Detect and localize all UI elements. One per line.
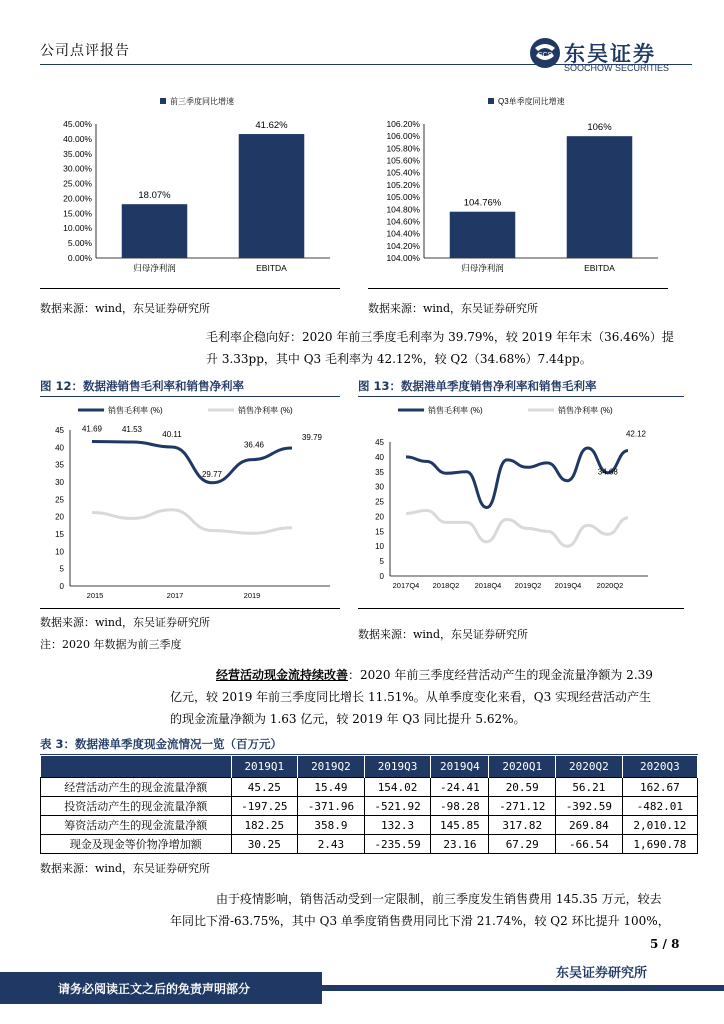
y-tick-label: 15 <box>55 530 64 539</box>
paragraph-line <box>216 664 653 686</box>
data-label: 39.79 <box>301 433 323 443</box>
y-tick-label: 45 <box>55 426 64 435</box>
y-tick-label: 104.80% <box>386 204 420 215</box>
paragraph-line: 亿元，较 2019 年前三季度同比增长 11.51%。从单季度变化来看，Q3 实现经营活动产生 <box>170 690 652 704</box>
table-cell: 67.29 <box>489 835 556 854</box>
table-header-cell: 2020Q1 <box>489 756 556 778</box>
x-tick-label: EBITDA <box>256 263 287 273</box>
paragraph-line: 毛利率企稳向好：2020 年前三季度毛利率为 39.79%，较 2019 年年末（36.46%）提 <box>206 330 674 344</box>
data-label: 106% <box>587 122 612 134</box>
table-cell: 182.25 <box>231 816 298 835</box>
source-note: 数据来源：wind，东吴证券研究所 <box>40 616 211 629</box>
table-cell: -521.92 <box>364 797 431 816</box>
row-label: 投资活动产生的现金流量净额 <box>41 797 232 816</box>
legend-swatch <box>160 98 166 104</box>
y-tick-label: 20 <box>375 512 384 522</box>
table-row <box>41 797 698 816</box>
data-label: 41.53 <box>121 425 143 435</box>
legend-label: 销售毛利率 (%) <box>428 406 483 415</box>
table-cell: 56.21 <box>556 778 623 797</box>
table-cell: 269.84 <box>556 816 623 835</box>
table-row <box>41 835 698 854</box>
y-tick-label: 15 <box>375 527 384 537</box>
x-tick-label: 2019Q2 <box>514 581 542 590</box>
y-tick-label: 40 <box>55 443 64 453</box>
row-label: 现金及现金等价物净增加额 <box>41 835 232 854</box>
disclaimer-note: 请务必阅读正文之后的免责声明部分 <box>58 982 251 996</box>
y-tick-label: 40.00% <box>63 133 92 144</box>
footer-stripe <box>322 985 724 991</box>
source-note: 数据来源：wind，东吴证券研究所 <box>358 628 529 641</box>
x-tick-label: EBITDA <box>584 263 615 273</box>
y-tick-label: 5 <box>379 557 384 567</box>
legend-label: 销售净利率 (%) <box>558 406 613 415</box>
table-cell: 2,010.12 <box>622 816 697 835</box>
table-cell: -392.59 <box>556 797 623 816</box>
legend-label: 销售净利率 (%) <box>238 406 293 415</box>
data-label: 18.07% <box>138 190 171 202</box>
table-cell: 20.59 <box>489 778 556 797</box>
y-tick-label: 25 <box>55 495 64 505</box>
paragraph-heading: 经营活动现金流持续改善 <box>216 668 349 682</box>
footer-brand: 东吴证券研究所 <box>556 966 648 981</box>
figure-divider <box>358 396 684 397</box>
y-tick-label: 15.00% <box>63 208 92 219</box>
x-tick-label: 2018Q2 <box>432 581 460 590</box>
x-tick-label: 2018Q4 <box>474 581 502 590</box>
logo-letters: SCS <box>537 52 553 59</box>
table-cell: -66.54 <box>556 835 623 854</box>
y-tick-label: 35.00% <box>63 148 92 159</box>
y-tick-label: 40 <box>375 452 384 462</box>
table-header-cell: 2020Q2 <box>556 756 623 778</box>
bar <box>450 212 516 258</box>
row-label: 经营活动产生的现金流量净额 <box>41 778 232 797</box>
table-cell: 15.49 <box>298 778 365 797</box>
y-tick-label: 5 <box>59 564 64 574</box>
series-line <box>406 510 628 546</box>
figure-divider <box>40 396 340 397</box>
chart-rule <box>40 608 340 609</box>
table-cell: 2.43 <box>298 835 365 854</box>
source-note: 数据来源：wind，东吴证券研究所 <box>368 302 539 315</box>
table-cell: -371.96 <box>298 797 365 816</box>
legend-label: Q3单季度同比增速 <box>498 97 565 106</box>
table-cell: 162.67 <box>622 778 697 797</box>
brand-name-cn: 东吴证券 <box>564 42 656 66</box>
y-tick-label: 45.00% <box>63 119 92 129</box>
y-tick-label: 30 <box>375 482 384 492</box>
y-tick-label: 35 <box>55 460 64 470</box>
y-tick-label: 105.80% <box>386 143 420 154</box>
legend-swatch <box>488 98 494 104</box>
table-cell: 132.3 <box>364 816 431 835</box>
table-cell: -197.25 <box>231 797 298 816</box>
table-header-cell: 2019Q3 <box>364 756 431 778</box>
source-note: 数据来源：wind，东吴证券研究所 <box>40 862 211 875</box>
chart-rule <box>368 288 668 289</box>
x-tick-label: 2019Q4 <box>554 581 582 590</box>
series-line <box>406 448 628 508</box>
y-tick-label: 104.40% <box>386 228 420 239</box>
y-tick-label: 10.00% <box>63 223 92 234</box>
page-number: 5 / 8 <box>650 937 680 951</box>
table-title: 表 3：数据港单季度现金流情况一览（百万元） <box>40 737 283 751</box>
y-tick-label: 0 <box>59 582 64 591</box>
figure-note: 注：2020 年数据为前三季度 <box>40 638 182 651</box>
y-tick-label: 105.00% <box>386 192 420 203</box>
y-tick-label: 25 <box>375 497 384 507</box>
table-cell: -271.12 <box>489 797 556 816</box>
chart-rule <box>358 608 684 609</box>
table-cell: 45.25 <box>231 778 298 797</box>
table-header-cell: 2019Q2 <box>298 756 365 778</box>
y-tick-label: 0.00% <box>67 253 92 263</box>
paragraph-text: ：2020 年前三季度经营活动产生的现金流量净额为 2.39 <box>348 668 653 682</box>
table-cell: 30.25 <box>231 835 298 854</box>
y-tick-label: 25.00% <box>63 178 92 189</box>
bar-chart-right <box>368 88 668 288</box>
data-label: 104.76% <box>463 197 502 209</box>
bar <box>567 136 633 258</box>
y-tick-label: 105.40% <box>386 167 420 178</box>
x-tick-label: 2017Q4 <box>392 581 420 590</box>
bar-chart-left <box>40 88 340 288</box>
paragraph-line: 升 3.33pp，其中 Q3 毛利率为 42.12%，较 Q2（34.68%）7.44pp。 <box>206 352 592 366</box>
line-chart-annual <box>40 398 340 608</box>
paragraph-line: 的现金流量净额为 1.63 亿元，较 2019 年 Q3 同比提升 5.62%。 <box>170 712 526 726</box>
table-header-cell: 2019Q1 <box>231 756 298 778</box>
y-tick-label: 5.00% <box>67 238 92 249</box>
report-type: 公司点评报告 <box>40 43 130 59</box>
x-tick-label: 2015 <box>86 591 104 600</box>
y-tick-label: 104.20% <box>386 240 420 251</box>
y-tick-label: 10 <box>375 542 384 552</box>
table-row <box>41 816 698 835</box>
table-cell: 154.02 <box>364 778 431 797</box>
legend-label: 前三季度同比增速 <box>170 97 234 106</box>
y-tick-label: 105.60% <box>386 155 420 166</box>
paragraph-line: 由于疫情影响，销售活动受到一定限制，前三季度发生销售费用 145.35 万元，较去 <box>216 892 662 906</box>
x-tick-label: 2020Q2 <box>596 581 624 590</box>
table-divider <box>40 754 698 755</box>
y-tick-label: 106.20% <box>386 119 420 129</box>
table-header-blank <box>41 756 232 778</box>
brand-name-en: SOOCHOW SECURITIES <box>564 63 670 73</box>
data-label: 41.69 <box>81 424 103 434</box>
y-tick-label: 20 <box>55 512 64 522</box>
table-cell: 317.82 <box>489 816 556 835</box>
table-cell: -482.01 <box>622 797 697 816</box>
row-label: 筹资活动产生的现金流量净额 <box>41 816 232 835</box>
table-cell: 23.16 <box>431 835 489 854</box>
data-label: 42.12 <box>625 429 647 439</box>
y-tick-label: 0 <box>379 572 384 581</box>
table-header-cell: 2019Q4 <box>431 756 489 778</box>
chart-rule <box>40 288 340 289</box>
y-tick-label: 106.00% <box>386 131 420 142</box>
legend-label: 销售毛利率 (%) <box>108 406 163 415</box>
table-cell: -235.59 <box>364 835 431 854</box>
y-tick-label: 104.00% <box>386 253 420 263</box>
y-tick-label: 30 <box>55 478 64 487</box>
table-cell: -98.28 <box>431 797 489 816</box>
series-line <box>92 510 292 534</box>
y-tick-label: 35 <box>375 467 384 477</box>
cash-flow-table <box>40 756 698 854</box>
line-chart-quarterly <box>358 398 684 608</box>
figure-title: 图 12：数据港销售毛利率和销售净利率 <box>40 379 245 393</box>
y-tick-label: 20.00% <box>63 193 92 204</box>
data-label: 29.77 <box>201 469 223 479</box>
y-tick-label: 10 <box>55 547 64 557</box>
x-tick-label: 2019 <box>243 591 261 600</box>
y-tick-label: 105.20% <box>386 179 420 190</box>
table-cell: 358.9 <box>298 816 365 835</box>
x-tick-label: 2017 <box>166 591 184 600</box>
data-label: 41.62% <box>255 120 288 132</box>
figure-title: 图 13：数据港单季度销售净利率和销售毛利率 <box>358 379 597 393</box>
table-header-cell: 2020Q3 <box>622 756 697 778</box>
table-row <box>41 778 698 797</box>
table-header-row <box>41 756 698 778</box>
company-logo-icon <box>528 36 562 70</box>
bar <box>239 134 305 258</box>
data-label: 40.11 <box>162 429 182 439</box>
data-label: 36.46 <box>243 440 265 450</box>
data-label: 34.68 <box>597 467 618 477</box>
x-tick-label: 归母净利润 <box>133 263 176 273</box>
x-tick-label: 归母净利润 <box>461 263 504 273</box>
table-cell: -24.41 <box>431 778 489 797</box>
bar <box>122 204 188 258</box>
source-note: 数据来源：wind，东吴证券研究所 <box>40 302 211 315</box>
y-tick-label: 45 <box>375 438 384 447</box>
table-cell: 1,690.78 <box>622 835 697 854</box>
paragraph-line: 年同比下滑-63.75%，其中 Q3 单季度销售费用同比下滑 21.74%，较 Q2 环比提升 100%， <box>170 914 670 928</box>
y-tick-label: 104.60% <box>386 216 420 227</box>
y-tick-label: 30.00% <box>63 163 92 174</box>
table-cell: 145.85 <box>431 816 489 835</box>
